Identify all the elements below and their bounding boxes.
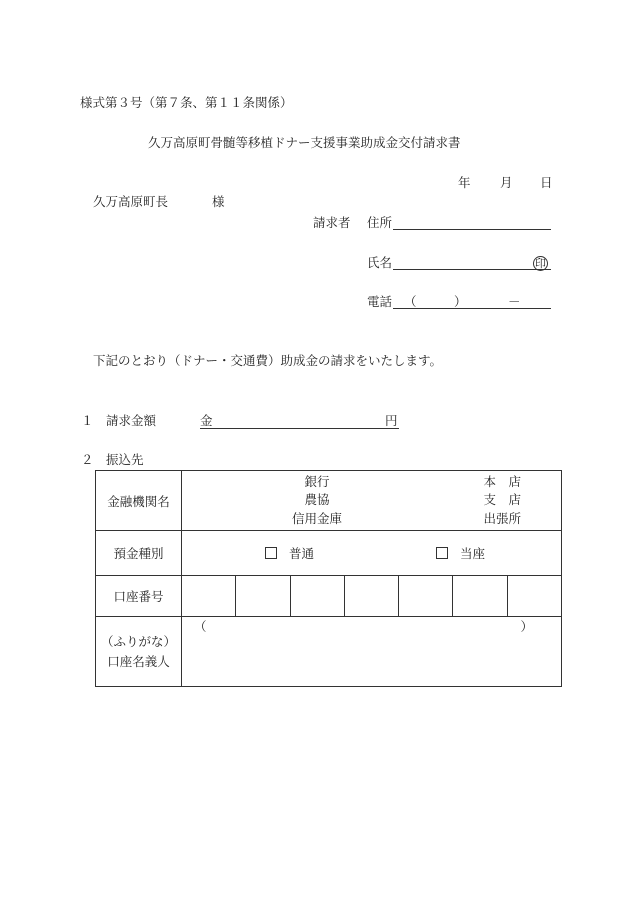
- holder-name-label: 口座名義人: [107, 653, 170, 669]
- phone-dash: －: [508, 294, 521, 309]
- holder-cell[interactable]: [182, 617, 562, 687]
- requester-label: 請求者: [313, 215, 351, 230]
- holder-open-paren: （: [194, 619, 207, 634]
- item2-label: 振込先: [106, 452, 144, 467]
- phone-close-paren: ）: [454, 294, 467, 309]
- holder-kana-label: （ふりがな）: [100, 633, 176, 649]
- account-number-row: [96, 576, 562, 617]
- date-year-label: 年: [458, 175, 471, 190]
- deposit-option-current[interactable]: [436, 546, 485, 561]
- addressee-name: 久万高原町長: [93, 194, 169, 209]
- checkbox-icon[interactable]: [436, 547, 448, 559]
- branch-type-main: 本 店: [483, 473, 521, 489]
- branch-types: [483, 473, 521, 526]
- name-field[interactable]: [393, 269, 551, 270]
- deposit-row: [96, 531, 562, 576]
- seal-mark: 印: [535, 257, 546, 270]
- account-number-label: 口座番号: [96, 576, 182, 617]
- deposit-option-ordinary[interactable]: [265, 546, 314, 561]
- deposit-label: 預金種別: [96, 531, 182, 576]
- phone-label: 電話: [367, 294, 393, 309]
- date-month-label: 月: [500, 175, 513, 190]
- account-digit-1[interactable]: [182, 576, 236, 617]
- account-digit-5[interactable]: [399, 576, 453, 617]
- deposit-ordinary-label: 普通: [289, 546, 315, 561]
- account-digit-7[interactable]: [507, 576, 561, 617]
- branch-type-office: 出張所: [483, 510, 521, 526]
- request-statement: 下記のとおり（ドナー・交通費）助成金の請求をいたします。: [93, 353, 443, 368]
- bank-types: [292, 473, 343, 526]
- bank-row: [96, 471, 562, 531]
- branch-type-branch: 支 店: [483, 492, 521, 508]
- date-day-label: 日: [540, 175, 553, 190]
- checkbox-icon[interactable]: [265, 547, 277, 559]
- address-label: 住所: [367, 215, 393, 230]
- holder-label-cell: [96, 617, 182, 687]
- bank-type-credit: 信用金庫: [292, 510, 343, 526]
- amount-suffix: 円: [385, 413, 398, 428]
- item1-number: １: [81, 413, 94, 428]
- deposit-cell: [182, 531, 562, 576]
- amount-prefix: 金: [200, 413, 213, 428]
- amount-field[interactable]: [200, 428, 399, 429]
- page-title: 久万高原町骨髄等移植ドナー支援事業助成金交付請求書: [148, 135, 461, 150]
- phone-open-paren: （: [404, 294, 417, 309]
- address-field[interactable]: [393, 229, 551, 230]
- bank-transfer-table: [95, 470, 562, 687]
- holder-close-paren: ）: [520, 619, 533, 634]
- account-digit-2[interactable]: [236, 576, 290, 617]
- addressee-honorific: 様: [212, 194, 225, 209]
- account-digit-6[interactable]: [453, 576, 507, 617]
- item1-label: 請求金額: [106, 413, 157, 428]
- account-digit-3[interactable]: [290, 576, 344, 617]
- deposit-current-label: 当座: [460, 546, 486, 561]
- phone-field[interactable]: [393, 308, 551, 309]
- bank-label: 金融機関名: [96, 471, 182, 531]
- form-number: 様式第３号（第７条、第１１条関係）: [80, 95, 293, 110]
- name-label: 氏名: [367, 255, 393, 270]
- holder-row: [96, 617, 562, 687]
- bank-type-bank: 銀行: [304, 473, 330, 489]
- item2-number: ２: [81, 452, 94, 467]
- account-digit-4[interactable]: [344, 576, 398, 617]
- bank-type-agri: 農協: [304, 492, 330, 508]
- bank-cell[interactable]: [182, 471, 562, 531]
